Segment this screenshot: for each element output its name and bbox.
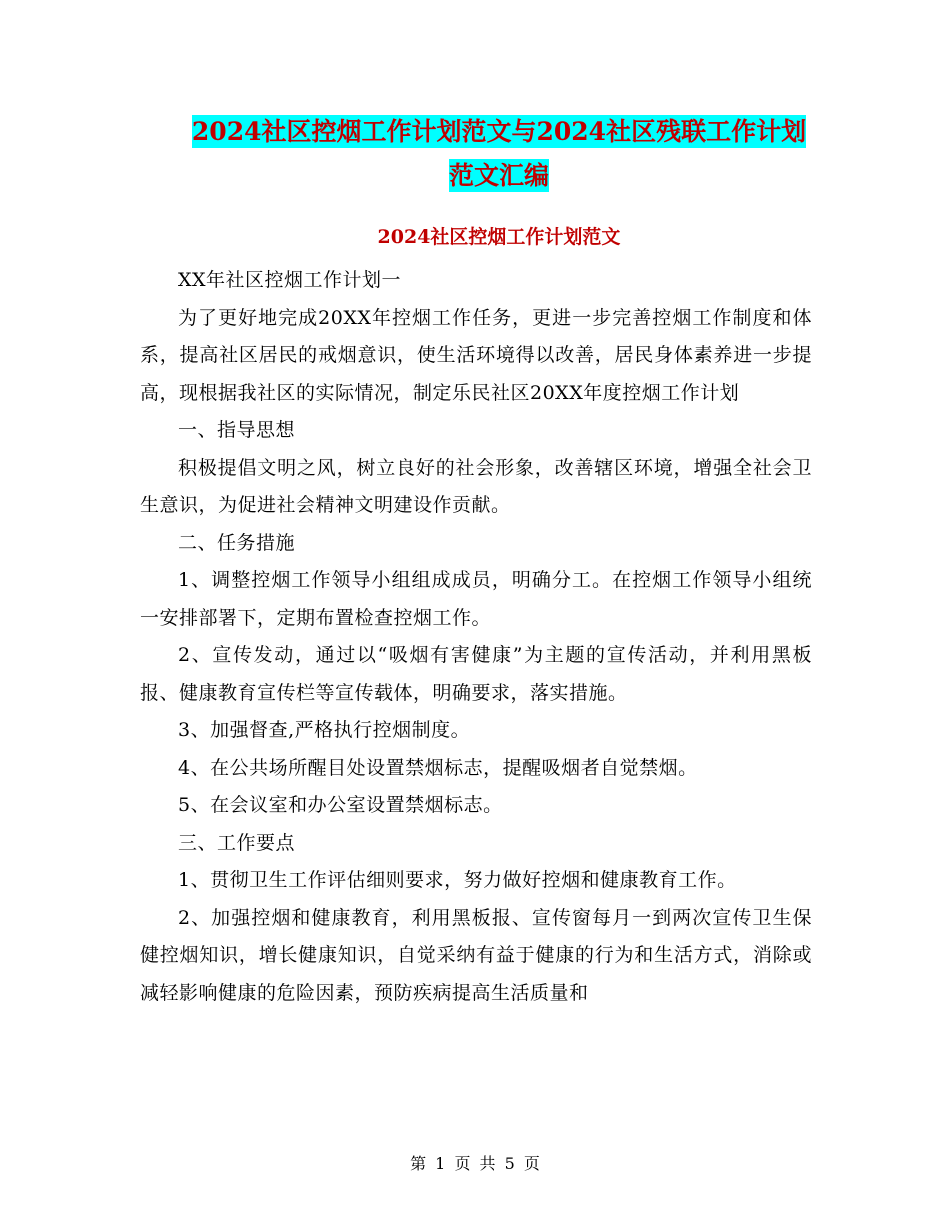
paragraph: 1、贯彻卫生工作评估细则要求，努力做好控烟和健康教育工作。 <box>178 869 737 891</box>
paragraph: 1、调整控烟工作领导小组组成成员，明确分工。在控烟工作领导小组统一安排部署下，定期布置检查控烟工作。 <box>140 569 812 629</box>
paragraph: 3、加强督查,严格执行控烟制度。 <box>178 719 471 741</box>
document-title <box>140 110 858 198</box>
paragraph: 2、加强控烟和健康教育，利用黑板报、宣传窗每月一到两次宣传卫生保健控烟知识，增长健康知识，自觉采纳有益于健康的行为和生活方式，消除或减轻影响健康的危险因素，预防疾病提高生活质量和 <box>140 906 812 1004</box>
page-footer: 第 1 页 共 5 页 <box>410 1154 540 1173</box>
section-title: 2024社区控烟工作计划范文 <box>377 226 621 248</box>
paragraph: 积极提倡文明之风，树立良好的社会形象，改善辖区环境，增强全社会卫生意识，为促进社会精神文明建设作贡献。 <box>140 456 812 516</box>
paragraph: 二、任务措施 <box>178 531 296 554</box>
paragraph: 4、在公共场所醒目处设置禁烟标志，提醒吸烟者自觉禁烟。 <box>178 756 698 779</box>
paragraph: 2、宣传发动，通过以“吸烟有害健康”为主题的宣传活动，并利用黑板报、健康教育宣传栏等宣传载体，明确要求，落实措施。 <box>140 644 812 704</box>
paragraph: 5、在会议室和办公室设置禁烟标志。 <box>178 794 503 816</box>
document-title-line-2: 范文汇编 <box>448 161 549 190</box>
paragraph: 为了更好地完成20XX年控烟工作任务，更进一步完善控烟工作制度和体系，提高社区居民的戒烟意识，使生活环境得以改善，居民身体素养进一步提高，现根据我社区的实际情况，制定乐民社区20XX年度控烟工作计划 <box>140 306 812 404</box>
document-body <box>140 262 812 1012</box>
paragraph: XX年社区控烟工作计划一 <box>178 269 402 291</box>
paragraph: 一、指导思想 <box>178 419 296 441</box>
paragraph: 三、工作要点 <box>178 831 296 854</box>
document-title-line-1: 2024社区控烟工作计划范文与2024社区残联工作计划 <box>191 117 807 146</box>
